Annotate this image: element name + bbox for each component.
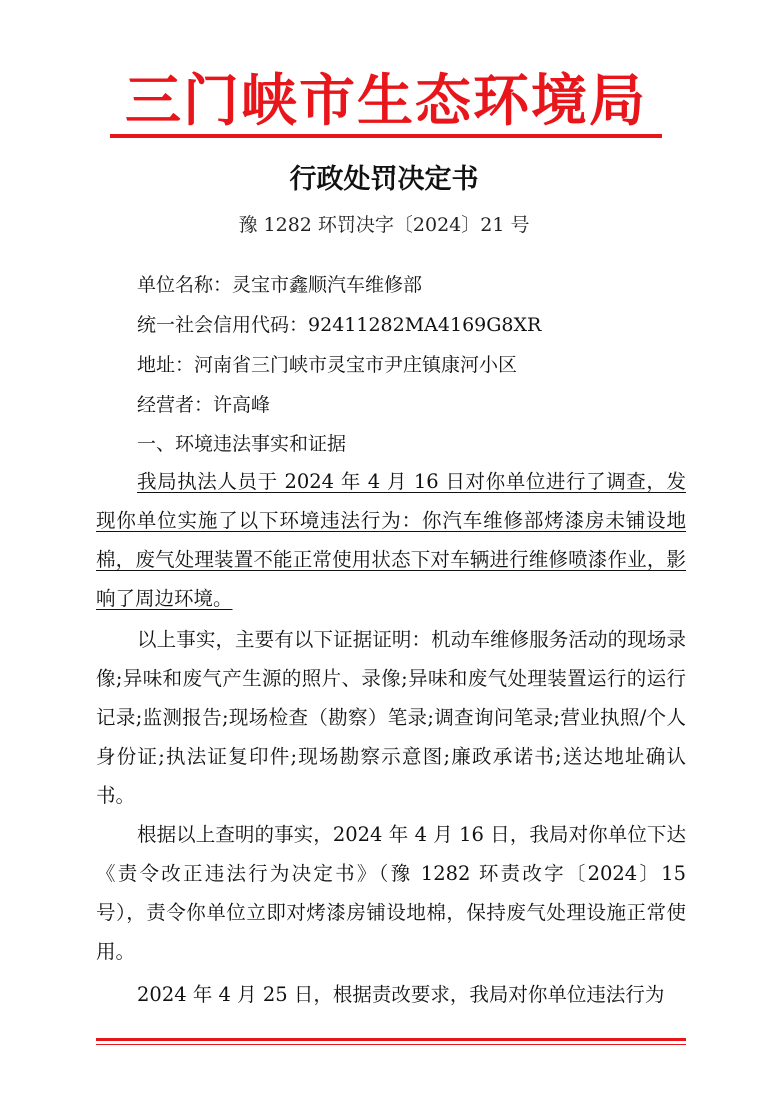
field-unit-name — [137, 270, 422, 300]
paragraph-violation-facts — [96, 462, 686, 618]
section-heading-facts: 一、环境违法事实和证据 — [137, 433, 347, 455]
paragraph-followup: 2024 年 4 月 25 日，根据责改要求，我局对你单位违法行为 — [137, 983, 665, 1006]
field-operator — [137, 390, 270, 420]
footer-red-rule-thin — [96, 1044, 686, 1045]
field-value: 92411282MA4169G8XR — [308, 314, 542, 336]
field-value: 河南省三门峡市灵宝市尹庄镇康河小区 — [194, 354, 518, 376]
header-red-rule — [110, 134, 662, 138]
agency-header-title: 三门峡市生态环境局 — [125, 68, 647, 134]
paragraph-evidence: 以上事实，主要有以下证据证明：机动车维修服务活动的现场录像;异味和废气产生源的照片、录像;异味和废气处理装置运行的运行记录;监测报告;现场检查（勘察）笔录;调查询问笔录;营业执照/个人身份证;执法证复印件;现场勘察示意图;廉政承诺书;送达地址确认书。 — [96, 628, 686, 807]
field-address — [137, 350, 517, 380]
field-label: 统一社会信用代码： — [137, 314, 309, 336]
field-value: 许高峰 — [213, 394, 271, 416]
field-label: 经营者： — [137, 394, 214, 416]
paragraph-rectification-order: 根据以上查明的事实，2024 年 4 月 16 日，我局对你单位下达《责令改正违法行为决定书》（豫 1282 环责改字〔2024〕15 号），责令你单位立即对烤漆房铺设地棉，保持废气处理设施正常使用。 — [96, 823, 686, 963]
violation-facts-text: 我局执法人员于 2024 年 4 月 16 日对你单位进行了调查，发现你单位实施了以下环境违法行为：你汽车维修部烤漆房未铺设地棉，废气处理装置不能正常使用状态下对车辆进行维修喷漆作业，影响了周边环境。 — [96, 470, 686, 610]
footer-red-rule-thick — [96, 1038, 686, 1041]
field-label: 单位名称： — [137, 274, 233, 296]
document-title: 行政处罚决定书 — [289, 164, 479, 195]
document-number: 豫 1282 环罚决字〔2024〕21 号 — [238, 214, 530, 236]
field-label: 地址： — [137, 354, 195, 376]
field-credit-code — [137, 310, 541, 340]
field-value: 灵宝市鑫顺汽车维修部 — [232, 274, 423, 296]
